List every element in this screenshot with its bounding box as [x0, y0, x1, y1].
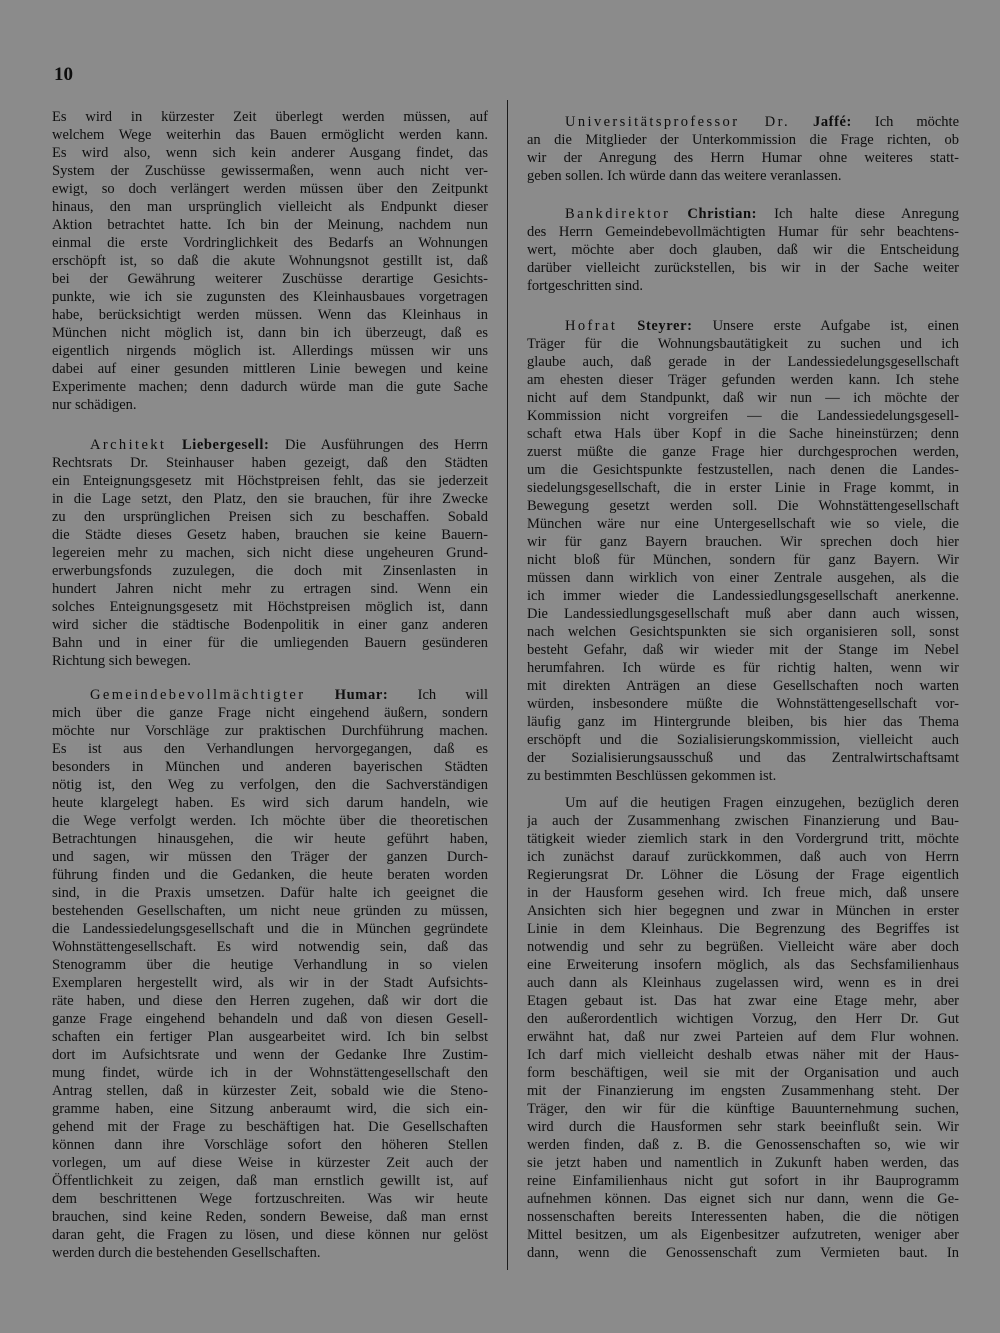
text-line: fortgeschritten sind.	[527, 278, 643, 294]
text-line: Mittel besitzen, um als Eigenbesitzer aufzutreten, weniger aber	[527, 1227, 959, 1243]
text-line: nötig ist, den Weg zu verfolgen, den die Sachverständigen	[52, 777, 488, 793]
speaker-name: Christian:	[687, 206, 758, 222]
text-line: Experimente machen; denn dadurch würde man die gute Sache	[52, 379, 488, 395]
paragraph-lines	[527, 223, 959, 295]
text-line: nicht auf dem Standpunkt, daß wir nun — ich möchte der	[527, 390, 959, 406]
paragraph-lines	[52, 108, 488, 414]
paragraph-christian	[527, 205, 959, 295]
text-line: zuerst müßte die ganze Frage hier durchgesprochen werden,	[527, 444, 959, 460]
text-line: können dann ihre Vorschläge sofort den höheren Stellen	[52, 1137, 488, 1153]
speaker-name: Liebergesell:	[181, 437, 270, 453]
speaker-line	[52, 686, 488, 704]
text-line: habe, berücksichtigt werden müssen. Wenn das Kleinhaus in	[52, 307, 488, 323]
text-line: werden durch die bestehenden Gesellschaften.	[52, 1245, 321, 1261]
paragraph-steyrer-continued	[527, 794, 959, 1262]
right-column	[527, 113, 959, 1262]
text-line: Betrachtungen hinausgehen, die wir heute geführt haben,	[52, 831, 488, 847]
speaker-role: Hofrat	[565, 318, 618, 334]
speaker-role: Gemeindebevollmächtigter	[90, 687, 306, 703]
text-line: wert, möchte aber doch glauben, daß wir die Entscheidung	[527, 242, 959, 258]
text-line: mich über die ganze Frage nicht eingehend äußern, sondern	[52, 705, 488, 721]
text-line: mit der Finanzierung im engsten Zusammenhang steht. Der	[527, 1083, 959, 1099]
text-line: eine Erweiterung insofern möglich, als das Sechsfamilienhaus	[527, 957, 959, 973]
text-line: hinaus, den man ursprünglich vielleicht als Endpunkt dieser	[52, 199, 488, 215]
text-line: glaube auch, daß gerade in der Landessiedelungsgesellschaft	[527, 354, 959, 370]
speaker-name: Steyrer:	[637, 318, 693, 334]
text-line: am ehesten dieser Träger gefunden werden kann. Ich stehe	[527, 372, 959, 388]
text-line: Kommission nicht vorgreifen — die Landessiedelungsgesell-	[527, 408, 959, 424]
text-line: gehend mit der Frage zu beschäftigen hat. Die Gesellschaften	[52, 1119, 488, 1135]
text-line: heute klargelegt haben. Es wird sich darum handeln, wie	[52, 795, 488, 811]
text-line: der Sozialisierungsausschuß und das Zentralwirtschaftsamt	[527, 750, 959, 766]
page-number: 10	[54, 64, 73, 85]
speaker-line	[52, 436, 488, 454]
paragraph-jaffe	[527, 113, 959, 185]
text-line: besteht Gefahr, daß wir wieder mit der Stange im Nebel	[527, 642, 959, 658]
text-line: besonders in München und anderen bayerischen Städten	[52, 759, 488, 775]
text-line: räte haben, und diese den Herren zugehen, daß wir dort die	[52, 993, 488, 1009]
text-line: einmal die erste Vordringlichkeit des Bedarfs an Wohnungen	[52, 235, 488, 251]
text-line: erschöpft und die Sozialisierungskommission, vielleicht auch	[527, 732, 959, 748]
text-line: Ich darf mich vielleicht deshalb etwas näher mit der Haus-	[527, 1047, 959, 1063]
text-line: Regierungsrat Dr. Löhner die Lösung der Frage eigentlich	[527, 867, 959, 883]
text-line: den außerordentlich wichtigen Vorzug, den Herr Dr. Gut	[527, 1011, 959, 1027]
text-line: wir der Anregung des Herrn Humar ohne weiteres statt-	[527, 150, 959, 166]
text-line: solches Enteignungsgesetz mit Höchstpreisen möglich ist, dann	[52, 599, 488, 615]
text-line: mit direkten Anträgen an diese Gesellschaften noch warten	[527, 678, 959, 694]
text-line: erwerbungsfonds zuzulegen, die doch mit Zinsenlasten in	[52, 563, 488, 579]
text-line: schaft etwa Hals über Kopf in die Sache hineinstürzen; denn	[527, 426, 959, 442]
text-line: nicht bloß für München, sondern für ganz Bayern. Wir	[527, 552, 959, 568]
speaker-role: Bankdirektor	[565, 206, 671, 222]
text-line: ganze Frage eingehend behandeln und daß von diesen Gesell-	[52, 1011, 488, 1027]
text-line: nach welchen Gesichtspunkten sie sich organisieren soll, sonst	[527, 624, 959, 640]
text-line: die Städte dieses Gesetz haben, brauchen sie keine Bauern-	[52, 527, 488, 543]
text-line: Stenogramm über die heutige Verhandlung in so vielen	[52, 957, 488, 973]
paragraph-liebergesell	[52, 436, 488, 670]
text-line: dabei auf einer gesunden mittleren Linie bewegen und keine	[52, 361, 488, 377]
text-line: dort im Aufsichtsrate und wenn der Gedanke Ihre Zustim-	[52, 1047, 488, 1063]
paragraph-lines	[527, 335, 959, 785]
text-line: geben sollen. Ich würde dann das weitere veranlassen.	[527, 168, 842, 184]
text-line: nossenschaften bereits Interessenten haben, die die nötigen	[527, 1209, 959, 1225]
speaker-name: Jaffé:	[812, 114, 852, 130]
speaker-line-text: Ich möchte	[874, 114, 959, 130]
text-line: mung findet, würde ich in der Wohnstättengesellschaft den	[52, 1065, 488, 1081]
text-line: eigentlich nirgends möglich ist. Allerdings müssen wir uns	[52, 343, 488, 359]
speaker-name: Humar:	[334, 687, 389, 703]
speaker-line-text: Unsere erste Aufgabe ist, einen	[712, 318, 959, 334]
text-line: sind, in die Praxis umsetzen. Dafür halte ich geeignet die	[52, 885, 488, 901]
text-line: ich immer wieder die Landessiedlungsgesellschaft anerkenne.	[527, 588, 959, 604]
text-line: erwähnt hat, daß nur zwei Parteien auf dem Flur wohnen.	[527, 1029, 959, 1045]
text-line: form beschäftigen, weil sie mit der Organisation und auch	[527, 1065, 959, 1081]
speaker-line-text: Ich will	[417, 687, 488, 703]
text-line: Träger, den wir für die künftige Bauunternehmung suchen,	[527, 1101, 959, 1117]
text-line: System der Zuschüsse gewissermaßen, wenn auch nicht ver-	[52, 163, 488, 179]
speaker-role: Architekt	[90, 437, 167, 453]
text-line: ein Enteignungsgesetz mit Höchstpreisen fehlt, das sie jederzeit	[52, 473, 488, 489]
text-line: zu den ursprünglichen Preisen sich zu beschaffen. Sobald	[52, 509, 488, 525]
speaker-line-text: Ich halte diese Anregung	[774, 206, 959, 222]
text-line: reine Einfamilienhaus nicht gut sofort in ihr Bauprogramm	[527, 1173, 959, 1189]
text-line: führung finden und die Gedanken, die heute beraten worden	[52, 867, 488, 883]
text-line: gramme haben, eine Sitzung anberaumt wird, die sich ein-	[52, 1101, 488, 1117]
text-line: schaften ein fertiger Plan ausgearbeitet wird. Ich bin selbst	[52, 1029, 488, 1045]
paragraph-continuation	[52, 108, 488, 414]
text-line: Etagen gebaut ist. Das hat zwar eine Etage mehr, aber	[527, 993, 959, 1009]
left-column	[52, 108, 488, 1262]
text-line: siedelungsgesellschaft, die in erster Linie in Frage kommt, in	[527, 480, 959, 496]
text-line: Es wird in kürzester Zeit überlegt werden müssen, auf	[52, 109, 488, 125]
text-line: tätigkeit wieder ziemlich stark in den Vordergrund tritt, möchte	[527, 831, 959, 847]
text-line: Richtung sich bewegen.	[52, 653, 191, 669]
text-line: Linie in dem Kleinhaus. Die Begrenzung des Begriffes ist	[527, 921, 959, 937]
text-line: herumfahren. Ich würde es für richtig halten, wenn wir	[527, 660, 959, 676]
text-line: hundert Jahren nicht mehr zu ertragen sind. Wenn ein	[52, 581, 488, 597]
text-line: dann, wenn die Genossenschaft zum Vermieten baut. In	[527, 1245, 959, 1261]
speaker-line	[527, 113, 959, 131]
text-line: dem beschrittenen Wege fortzuschreiten. Was wir heute	[52, 1191, 488, 1207]
text-line: in der Hausform gesehen wird. Ich freue mich, daß unsere	[527, 885, 959, 901]
text-line: um die Gesichtspunkte festzustellen, nach denen die Landes-	[527, 462, 959, 478]
paragraph-lines	[527, 131, 959, 185]
text-line: bei der Gewährung weiterer Zuschüsse derartige Gesichts-	[52, 271, 488, 287]
column-divider	[507, 100, 508, 1270]
speaker-line	[527, 205, 959, 223]
text-line: darüber vielleicht zurückstellen, bis wir in der Sache weiter	[527, 260, 959, 276]
text-line: sie jetzt haben und namentlich in Zukunft haben werden, das	[527, 1155, 959, 1171]
text-line: auch dann als Kleinhaus zugelassen wird, wenn es in drei	[527, 975, 959, 991]
paragraph-steyrer	[527, 317, 959, 785]
text-line: ja auch der Zusammenhang zwischen Finanzierung und Bau-	[527, 813, 959, 829]
text-line: Bahn und in einer für die umliegenden Bauern gesünderen	[52, 635, 488, 651]
text-line: Um auf die heutigen Fragen einzugehen, bezüglich deren	[565, 795, 959, 811]
text-line: müssen dann wirklich von einer Zentrale ausgehen, als die	[527, 570, 959, 586]
text-line: notwendig und sehr zu begrüßen. Vielleicht wäre aber doch	[527, 939, 959, 955]
speaker-line-text: Die Ausführungen des Herrn	[285, 437, 488, 453]
text-line: Exemplaren hergestellt wird, als wir in der Stadt Aufsichts-	[52, 975, 488, 991]
text-line: ewigt, so doch verlängert werden müssen über den Zeitpunkt	[52, 181, 488, 197]
text-line: wird durch die Hausformen sehr stark beeinflußt sein. Wir	[527, 1119, 959, 1135]
text-line: München wäre nur eine Untergesellschaft wie so viele, die	[527, 516, 959, 532]
speaker-line	[527, 317, 959, 335]
text-line: zu bestimmten Beschlüssen gekommen ist.	[527, 768, 777, 784]
text-line: Es ist aus den Verhandlungen hervorgegangen, daß es	[52, 741, 488, 757]
text-line: und sagen, wir müssen den Träger der ganzen Durch-	[52, 849, 488, 865]
text-line: brauchen, sind keine Reden, sondern Beweise, daß man ernst	[52, 1209, 488, 1225]
paragraph-lines	[52, 704, 488, 1262]
paragraph-humar	[52, 686, 488, 1262]
paragraph-lines	[52, 454, 488, 670]
text-line: ich zunächst darauf zurückkommen, daß auch von Herrn	[527, 849, 959, 865]
text-line: wird sicher die städtische Bodenpolitik in einer ganz anderen	[52, 617, 488, 633]
text-line: Die Landessiedlungsgesellschaft muß aber dann auch wissen,	[527, 606, 959, 622]
text-line: Ansichten sich hier begegnen und zwar in München in erster	[527, 903, 959, 919]
text-line: in die Lage setzt, den Platz, den sie brauchen, für ihre Zwecke	[52, 491, 488, 507]
text-line: Es wird also, wenn sich kein anderer Ausgang findet, das	[52, 145, 488, 161]
text-line: legereien mehr zu machen, sich nicht diese ungeheuren Grund-	[52, 545, 488, 561]
text-line: die Wege verfolgt werden. Ich möchte über die theoretischen	[52, 813, 488, 829]
text-line: möchte nur Vorschläge zur praktischen Durchführung machen.	[52, 723, 488, 739]
text-line: erschöpft ist, so daß die akute Wohnungsnot gestillt ist, daß	[52, 253, 488, 269]
text-line: vorlegen, um auf diese Weise in kürzester Zeit auch der	[52, 1155, 488, 1171]
text-line: Aktion betrachtet hatte. Ich bin der Meinung, nachdem nun	[52, 217, 488, 233]
text-line: an die Mitglieder der Unterkommission die Frage richten, ob	[527, 132, 959, 148]
text-line: Öffentlichkeit zu zeigen, daß man ernstlich gewillt ist, auf	[52, 1173, 488, 1189]
text-line: wir für ganz Bayern brauchen. Wir sprechen doch hier	[527, 534, 959, 550]
text-line: bestehenden Gesellschaften, um nicht neue gründen zu müssen,	[52, 903, 488, 919]
text-line: des Herrn Gemeindebevollmächtigten Humar für sehr beachtens-	[527, 224, 959, 240]
paragraph-lines	[527, 794, 959, 1262]
text-line: München nicht möglich ist, dann bin ich überzeugt, daß es	[52, 325, 488, 341]
text-line: Rechtsrats Dr. Steinhauser haben gezeigt, daß den Städten	[52, 455, 488, 471]
text-line: punkte, wie ich sie zugunsten des Kleinhausbaues vorgetragen	[52, 289, 488, 305]
text-line: Wohnstättengesellschaft. Es wird notwendig sein, daß das	[52, 939, 488, 955]
speaker-role: Universitätsprofessor Dr.	[565, 114, 791, 130]
text-line: Antrag stellen, daß in kürzester Zeit, sobald wie die Steno-	[52, 1083, 488, 1099]
text-line: würden, insbesondere müßte die Wohnstättengesellschaft vor-	[527, 696, 959, 712]
text-line: läufig ganz im Hintergrunde bleiben, bis hier das Thema	[527, 714, 959, 730]
text-line: aufnehmen können. Das eignet sich nur dann, wenn die Ge-	[527, 1191, 959, 1207]
text-line: werden finden, daß z. B. die Genossenschaften so, wie wir	[527, 1137, 959, 1153]
text-line: welchem Wege weiterhin das Bauen ermöglicht werden kann.	[52, 127, 488, 143]
text-line: nur schädigen.	[52, 397, 137, 413]
text-line: Träger für die Wohnungsbautätigkeit zu suchen und ich	[527, 336, 959, 352]
text-line: daran geht, die Fragen zu lösen, und diese können nur gelöst	[52, 1227, 488, 1243]
text-line: die Landessiedelungsgesellschaft und die in München gegründete	[52, 921, 488, 937]
text-line: Bewegung gesetzt werden soll. Die Wohnstättengesellschaft	[527, 498, 959, 514]
